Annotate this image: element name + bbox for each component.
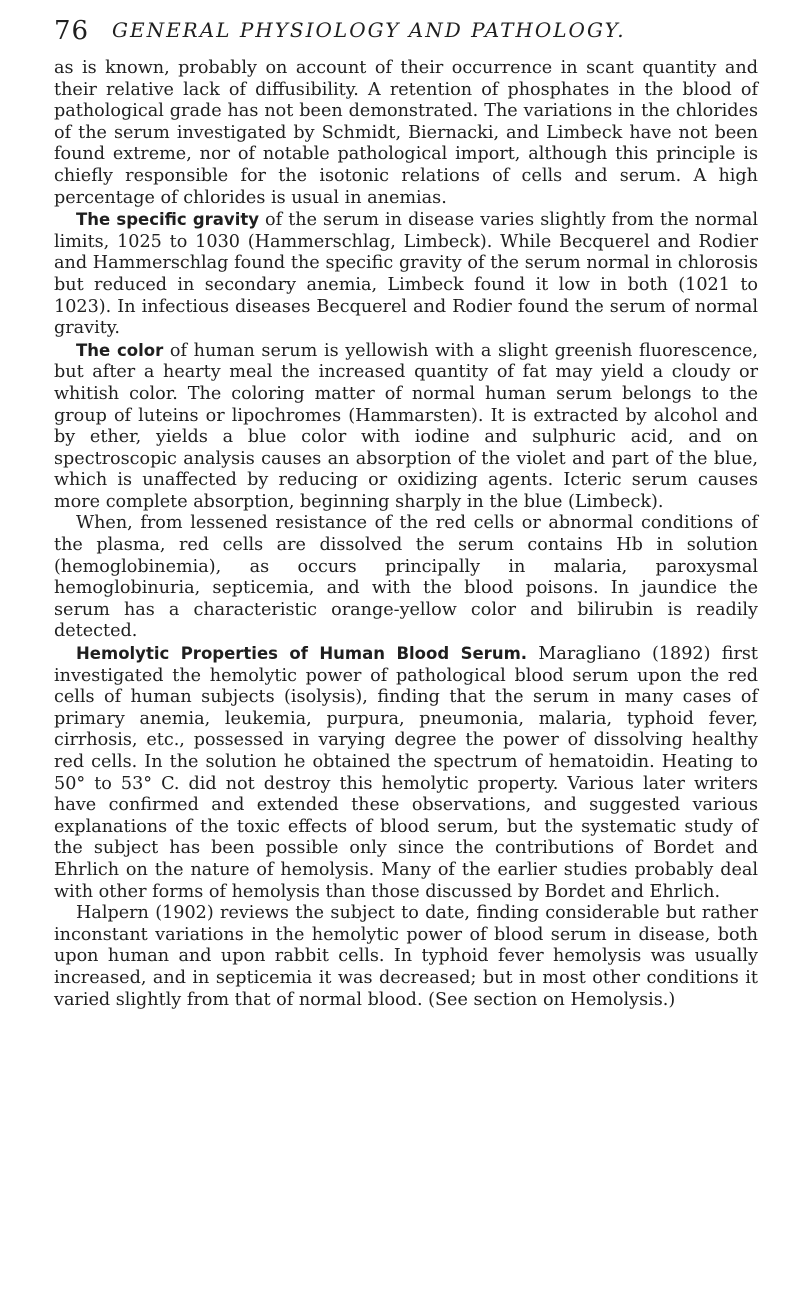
paragraph-text: as is known, probably on account of their occurrence in scant quantity and their relative lack of diffusibility. A retention of phosphates in the blood of pathological grade has not been demonstrated. The variations in the chlorides of the serum investigated by Schmidt, Biernacki, and Limbeck have not been found extreme, nor of notable pathological import, although this principle is chiefly responsible for the isotonic relations of cells and serum. A high percentage of chlorides is usual in anemias. [54,58,758,208]
paragraph-lead: Hemolytic Properties of Human Blood Serum. [76,644,528,664]
paragraph-specific-gravity [54,209,758,340]
paragraph-lead: The color [76,340,164,360]
running-head: GENERAL PHYSIOLOGY AND PATHOLOGY. [112,18,626,42]
paragraph-text: of human serum is yellowish with a slight greenish fluorescence, but after a hearty meal the increased quantity of fat may yield a cloudy or whitish color. The coloring matter of normal human serum belongs to the group of luteins or lipochromes (Hammarsten). It is extracted by alcohol and by ether, yields a blue color with iodine and sulphuric acid, and on spectroscopic analysis causes an absorption of the violet and part of the blue, which is unaffected by reducing or oxidizing agents. Icteric serum causes more complete absorption, beginning sharply in the blue (Limbeck). [54,340,758,512]
paragraph-color [54,340,758,514]
paragraph-halpern [54,903,758,1011]
paragraph-chlorides [54,58,758,209]
paragraph-text: Halpern (1902) reviews the subject to date, finding considerable but rather inconstant variations in the hemolytic power of blood serum in disease, both upon human and upon rabbit cells. In typhoid fever hemolysis was usually increased, and in septicemia it was decreased; but in most other conditions it varied slightly from that of normal blood. (See section on Hemolysis.) [54,903,758,1010]
body-text [54,58,758,1011]
paragraph-lead: The specific gravity [76,210,259,230]
paragraph-text: Maragliano (1892) first investigated the hemolytic power of pathological blood serum upon the red cells of human subjects (isolysis), finding that the serum in many cases of primary anemia, leukemia, purpura, pneumonia, malaria, typhoid fever, cirrhosis, etc., possessed in varying degree the power of dissolving healthy red cells. In the solution he obtained the spectrum of hematoidin. Heating to 50° to 53° C. did not destroy this hemolytic property. Various later writers have confirmed and extended these observations, and suggested various explanations of the toxic effects of blood serum, but the systematic study of the subject has been possible only since the contributions of Bordet and Ehrlich on the nature of hemolysis. Many of the earlier studies probably deal with other forms of hemolysis than those discussed by Bordet and Ehrlich. [54,644,758,902]
paragraph-hemoglobinemia [54,513,758,643]
paragraph-hemolytic-properties [54,643,758,903]
page-number: 76 [54,16,90,46]
paragraph-text: When, from lessened resistance of the red cells or abnormal conditions of the plasma, red cells are dissolved the serum contains Hb in solution (hemoglobinemia), as occurs principally in malaria, paroxysmal hemoglobinuria, septicemia, and with the blood poisons. In jaundice the serum has a characteristic orange-yellow color and bilirubin is readily detected. [54,513,758,642]
paragraph-text: of the serum in disease varies slightly from the normal limits, 1025 to 1030 (Hammerschlag, Limbeck). While Becquerel and Rodier and Hammerschlag found the specific gravity of the serum normal in chlorosis but reduced in secondary anemia, Limbeck found it low in both (1021 to 1023). In infectious diseases Becquerel and Rodier found the serum of normal gravity. [54,210,758,339]
